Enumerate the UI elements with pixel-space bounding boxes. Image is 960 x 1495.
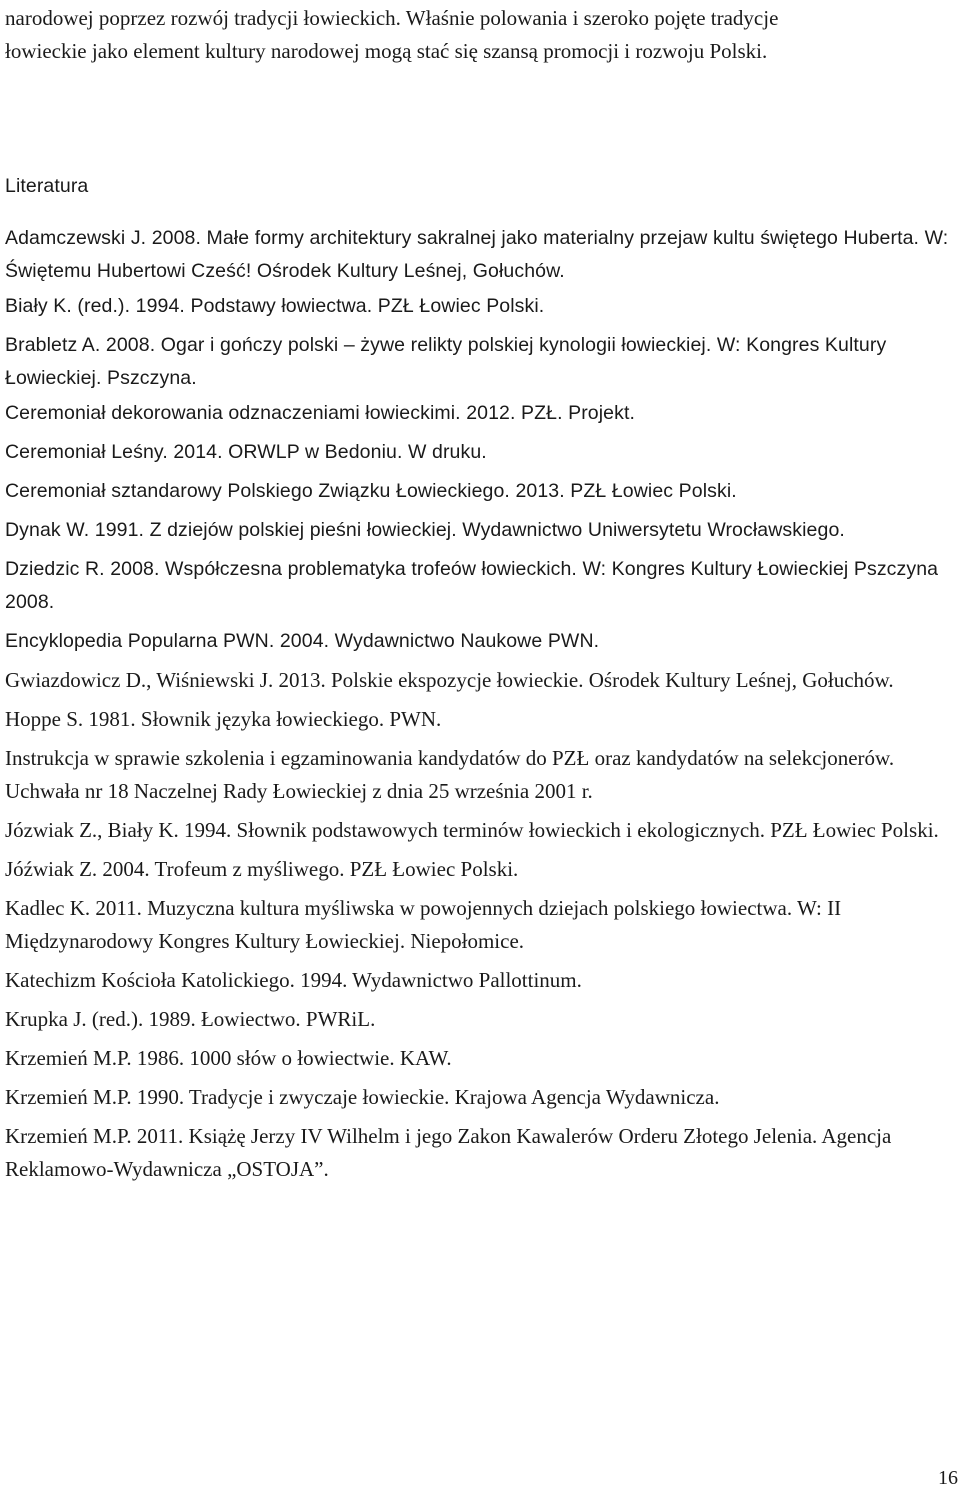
- intro-line: łowieckie jako element kultury narodowej mogą stać się szansą promocji i rozwoju Polski.: [5, 39, 768, 63]
- reference-item: Encyklopedia Popularna PWN. 2004. Wydawnictwo Naukowe PWN.: [5, 630, 600, 652]
- reference-item: Jóźwiak Z. 2004. Trofeum z myśliwego. PZŁ Łowiec Polski.: [5, 857, 519, 881]
- reference-item: Krzemień M.P. 1990. Tradycje i zwyczaje łowieckie. Krajowa Agencja Wydawnicza.: [5, 1085, 720, 1109]
- reference-list: [5, 222, 953, 1192]
- reference-item: Kadlec K. 2011. Muzyczna kultura myśliwska w powojennych dziejach polskiego łowiectwa. W: II Międzynarodowy Kongres Kultury Łowieckiej. Niepołomice.: [5, 896, 842, 953]
- intro-line: narodowej poprzez rozwój tradycji łowieckich. Właśnie polowania i szeroko pojęte tradycje: [5, 6, 779, 30]
- reference-item: Instrukcja w sprawie szkolenia i egzaminowania kandydatów do PZŁ oraz kandydatów na selekcjonerów. Uchwała nr 18 Naczelnej Rady Łowieckiej z dnia 25 września 2001 r.: [5, 746, 895, 803]
- reference-item: Dziedzic R. 2008. Współczesna problematyka trofeów łowieckich. W: Kongres Kultury Łowieckiej Pszczyna 2008.: [5, 558, 939, 613]
- reference-item: Brabletz A. 2008. Ogar i gończy polski – żywe relikty polskiej kynologii łowieckiej. W: Kongres Kultury Łowieckiej. Pszczyna.: [5, 334, 887, 389]
- intro-paragraph: [5, 0, 953, 68]
- reference-item: Józwiak Z., Biały K. 1994. Słownik podstawowych terminów łowieckich i ekologicznych. PZŁ Łowiec Polski.: [5, 818, 939, 842]
- reference-item: Adamczewski J. 2008. Małe formy architektury sakralnej jako materialny przejaw kultu świętego Huberta. W: Świętemu Hubertowi Cześć! Ośrodek Kultury Leśnej, Gołuchów.: [5, 227, 949, 282]
- reference-item: Ceremoniał Leśny. 2014. ORWLP w Bedoniu. W druku.: [5, 441, 487, 463]
- document-page: [5, 0, 953, 1181]
- section-title: Literatura: [5, 175, 89, 197]
- reference-item: Katechizm Kościoła Katolickiego. 1994. Wydawnictwo Pallottinum.: [5, 968, 582, 992]
- reference-item: Krupka J. (red.). 1989. Łowiectwo. PWRiL.: [5, 1007, 376, 1031]
- reference-item: Ceremoniał sztandarowy Polskiego Związku Łowieckiego. 2013. PZŁ Łowiec Polski.: [5, 480, 737, 502]
- reference-item: Ceremoniał dekorowania odznaczeniami łowieckimi. 2012. PZŁ. Projekt.: [5, 402, 636, 424]
- reference-item: Biały K. (red.). 1994. Podstawy łowiectwa. PZŁ Łowiec Polski.: [5, 295, 545, 317]
- reference-item: Hoppe S. 1981. Słownik języka łowieckiego. PWN.: [5, 707, 442, 731]
- reference-item: Gwiazdowicz D., Wiśniewski J. 2013. Polskie ekspozycje łowieckie. Ośrodek Kultury Leśnej, Gołuchów.: [5, 668, 894, 692]
- reference-item: Dynak W. 1991. Z dziejów polskiej pieśni łowieckiej. Wydawnictwo Uniwersytetu Wrocławskiego.: [5, 519, 845, 541]
- reference-item: Krzemień M.P. 1986. 1000 słów o łowiectwie. KAW.: [5, 1046, 452, 1070]
- page-number: 16: [938, 1467, 958, 1489]
- reference-item: Krzemień M.P. 2011. Książę Jerzy IV Wilhelm i jego Zakon Kawalerów Orderu Złotego Jelenia. Agencja Reklamowo-Wydawnicza „OSTOJA”.: [5, 1124, 892, 1181]
